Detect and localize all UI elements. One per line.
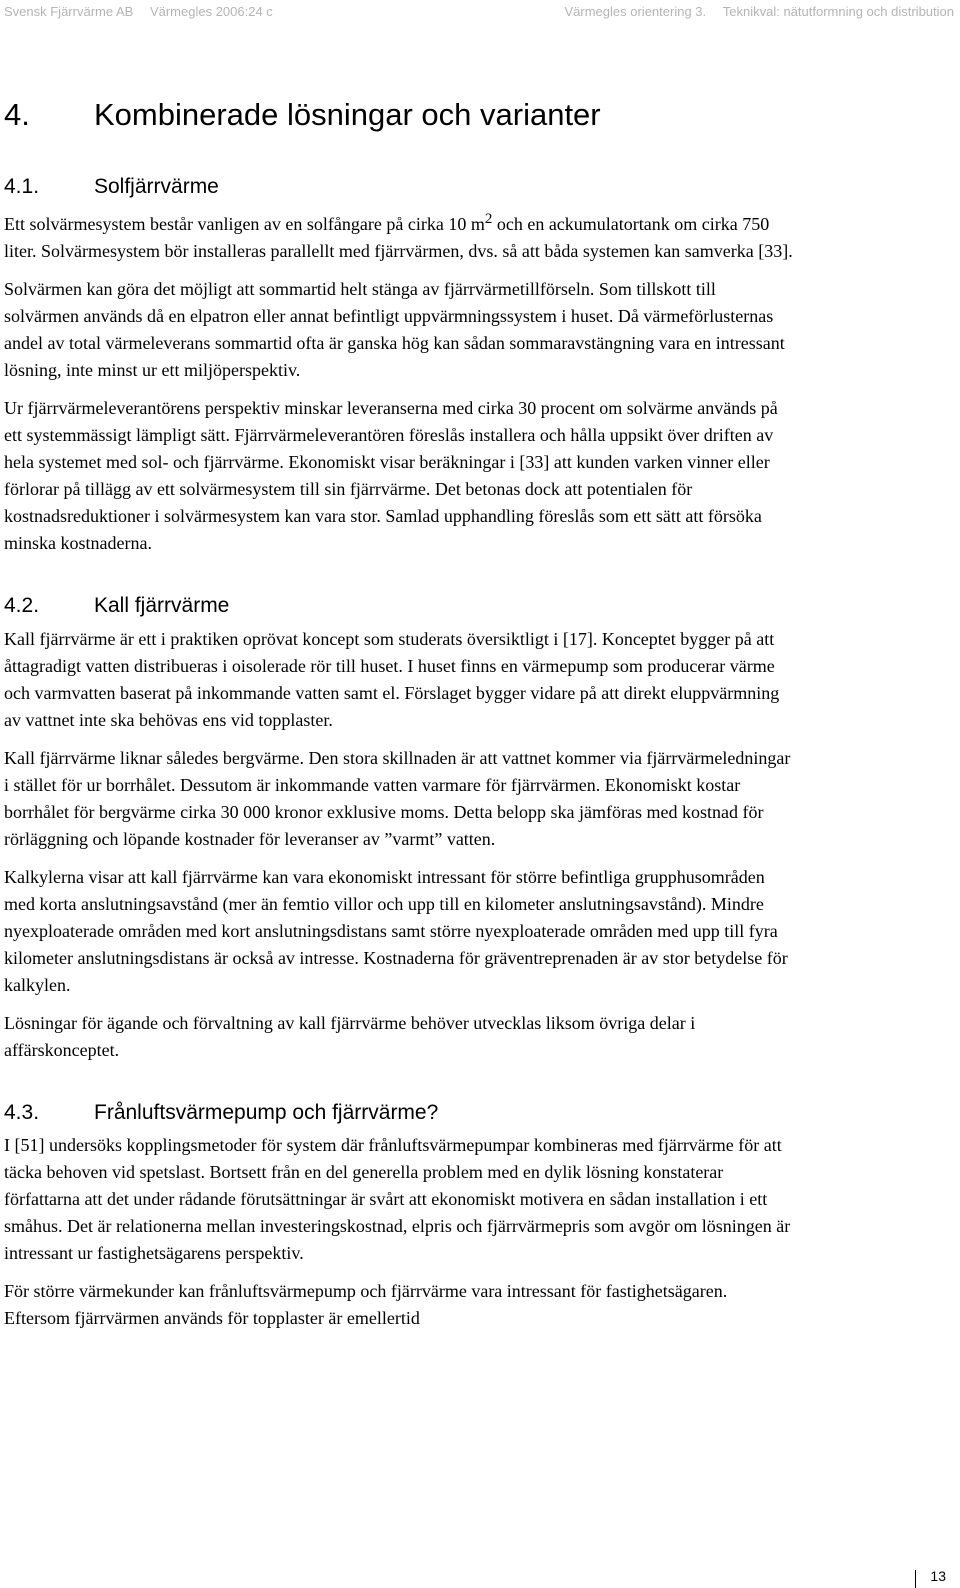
section-4-2 [4,592,794,1063]
header-right [552,4,955,19]
header-report: Värmegles 2006:24 c [149,4,273,19]
document-body [4,96,794,1343]
chapter-number: 4. [4,97,30,132]
superscript: 2 [484,211,493,228]
chapter-title: Kombinerade lösningar och varianter [94,97,601,132]
paragraph: Ur fjärrvärmeleverantörens perspektiv minskar leveranserna med cirka 30 procent om solvärme används på ett systemmässigt lämpligt sätt. Fjärrvärmeleverantören föreslås installera och hålla uppsikt över driften av hela systemet med sol- och fjärrvärme. Ekonomiskt visar beräkningar i [33] att kunden varken vinner eller förlorar på tillägg av ett solvärmesystem till sin fjärrvärme. Det betonas dock att potentialen för kostnadsreduktioner i solvärmesystem kan vara stor. Samlad upphandling föreslås som ett sätt att försöka minska kostnaderna. [4,398,778,554]
running-header [4,4,954,24]
section-title: Frånluftsvärmepump och fjärrvärme? [94,1100,439,1124]
paragraph: Solvärmen kan göra det möjligt att sommartid helt stänga av fjärrvärmetillförseln. Som tillskott till solvärmen används då en elpatron eller annat befintligt uppvärmningssystem i huset. Då värmeförlusternas andel av total värmeleverans sommartid ofta är ganska hög kan sådan sommaravstängning vara en intressant lösning, inte minst ur ett miljöperspektiv. [4,279,785,381]
paragraph: I [51] undersöks kopplingsmetoder för system där frånluftsvärmepumpar kombineras med fjärrvärme för att täcka behoven vid spetslast. Bortsett från en del generella problem med en dylik lösning konstaterar författarna att det under rådande förutsättningar är svårt att ekonomiskt motivera en sådan installation i ett småhus. Det är relationerna mellan investeringskostnad, elpris och fjärrvärmepris som avgör om lösningen är intressant ur fastighetsägarens perspektiv. [4,1135,791,1264]
section-title: Kall fjärrvärme [94,594,230,618]
section-4-1 [4,173,794,557]
page-number: 13 [930,1568,946,1584]
section-heading [4,1099,794,1126]
header-topic: Teknikval: nätutformning och distribution [722,4,954,19]
paragraph-text: och en ackumulatortank om cirka 750 liter. Solvärmesystem bör installeras parallellt med fjärrvärmen, dvs. så att båda systemen kan samverka [33]. [4,214,793,262]
paragraph [4,206,794,265]
paragraph: Kall fjärrvärme liknar således bergvärme. Den stora skillnaden är att vattnet kommer via fjärrvärmeledningar i stället för ur borrhålet. Dessutom är inkommande vatten varmare för fjärrvärmen. Ekonomiskt kostar borrhålet för bergvärme cirka 30 000 kronor exklusive moms. Detta belopp ska jämföras med kostnad för rörläggning och löpande kostnader för leveranser av ”varmt” vatten. [4,747,791,849]
header-left [4,4,286,19]
section-heading [4,592,794,619]
header-company: Svensk Fjärrvärme AB [4,4,134,19]
paragraph: Kalkylerna visar att kall fjärrvärme kan vara ekonomiskt intressant för större befintliga grupphusområden med korta anslutningsavstånd (mer än femtio villor och upp till en kilometer anslutningsavstånd). Mindre nyexploaterade områden med kort anslutningsdistans samt större nyexploaterade områden med upp till fyra kilometer anslutningsdistans är också av intresse. Kostnaderna för gräventreprenaden är av stor betydelse för kalkylen. [4,866,788,995]
paragraph-text: Ett solvärmesystem består vanligen av en solfångare på cirka 10 m [4,214,485,235]
paragraph: För större värmekunder kan frånluftsvärmepump och fjärrvärme vara intressant för fastighetsägaren. Eftersom fjärrvärmen används för topplaster är emellertid [4,1281,728,1329]
footer-divider [915,1570,916,1588]
paragraph: Kall fjärrvärme är ett i praktiken oprövat koncept som studerats översiktligt i [17]. Konceptet bygger på att åttagradigt vatten distribueras i oisolerade rör till huset. I huset finns en värmepump som producerar värme och varmvatten baserat på inkommande vatten samt el. Förslaget bygger vidare på att direkt eluppvärmning av vattnet inte ska behövas ens vid topplaster. [4,628,780,730]
section-number: 4.2. [4,594,40,618]
section-heading [4,173,794,200]
paragraph: Lösningar för ägande och förvaltning av kall fjärrvärme behöver utvecklas liksom övriga delar i affärskonceptet. [4,1012,696,1060]
section-number: 4.3. [4,1100,40,1124]
section-4-3 [4,1099,794,1332]
chapter-heading [4,96,794,133]
header-project: Värmegles orientering 3. [564,4,707,19]
section-number: 4.1. [4,175,40,199]
section-title: Solfjärrvärme [94,175,219,199]
